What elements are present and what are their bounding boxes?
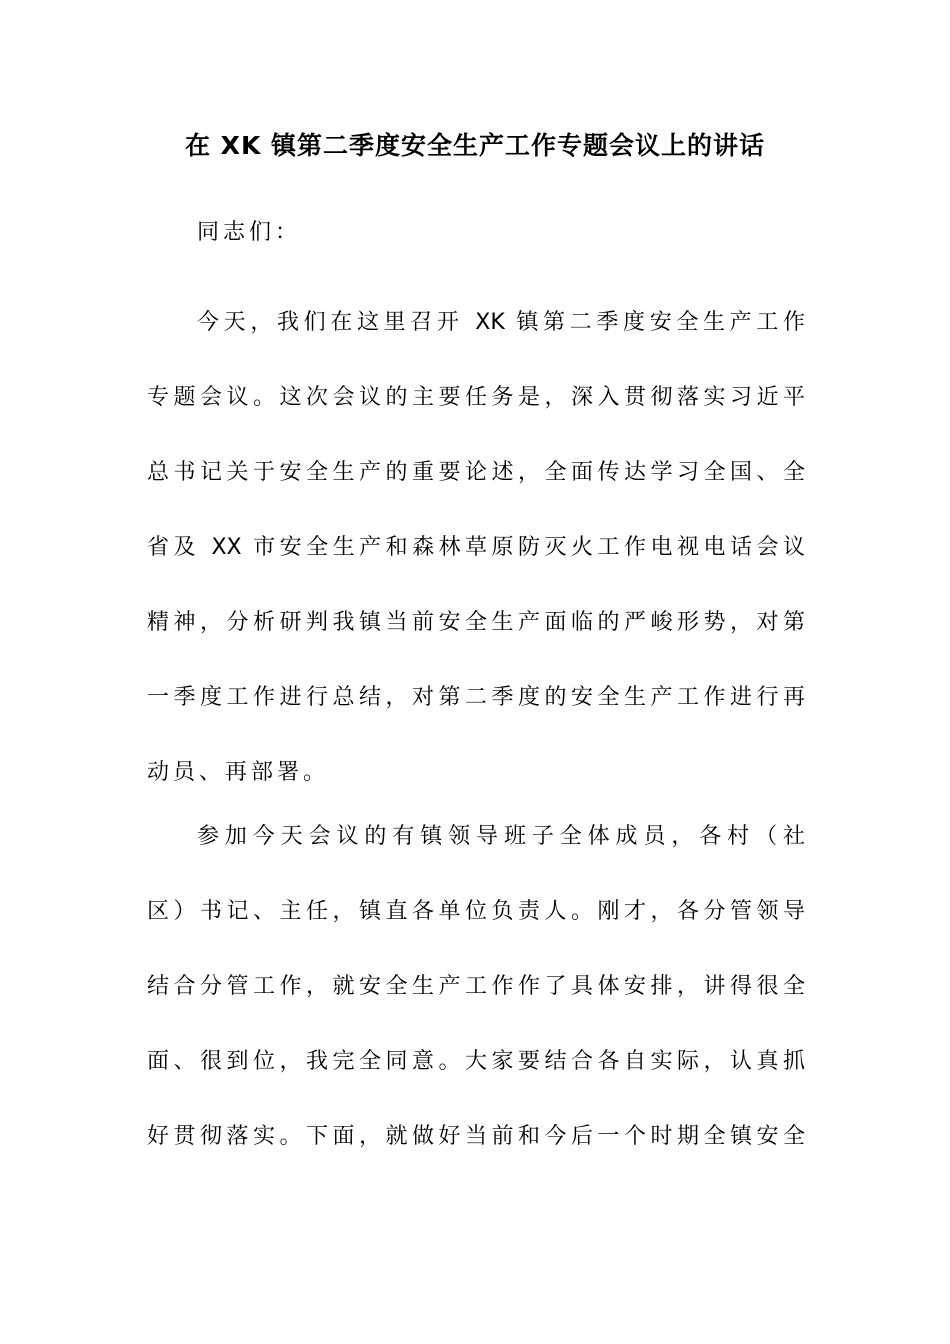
paragraph-line: 动员、再部署。 [147, 760, 330, 785]
paragraph-line: 精神，分析研判我镇当前安全生产面临的严峻形势，对第 [147, 610, 805, 635]
paragraph-line: 省及 XX 市安全生产和森林草原防灭火工作电视电话会议 [147, 535, 805, 560]
paragraph-line: 专题会议。这次会议的主要任务是，深入贯彻落实习近平 [147, 385, 805, 410]
salutation: 同志们： [197, 220, 302, 245]
document-title: 在 XK 镇第二季度安全生产工作专题会议上的讲话 [184, 131, 766, 160]
paragraph-line: 面、很到位，我完全同意。大家要结合各自实际，认真抓 [147, 1049, 805, 1074]
paragraph-line: 总书记关于安全生产的重要论述，全面传达学习全国、全 [147, 460, 805, 485]
paragraph-line: 今天，我们在这里召开 XK 镇第二季度安全生产工作 [197, 310, 805, 335]
paragraph-line: 结合分管工作，就安全生产工作作了具体安排，讲得很全 [147, 974, 805, 999]
paragraph-line: 好贯彻落实。下面，就做好当前和今后一个时期全镇安全 [147, 1124, 805, 1149]
paragraph-line: 区）书记、主任，镇直各单位负责人。刚才，各分管领导 [147, 899, 805, 924]
paragraph-line: 一季度工作进行总结，对第二季度的安全生产工作进行再 [147, 685, 805, 710]
paragraph-line: 参加今天会议的有镇领导班子全体成员，各村（社 [197, 824, 805, 849]
